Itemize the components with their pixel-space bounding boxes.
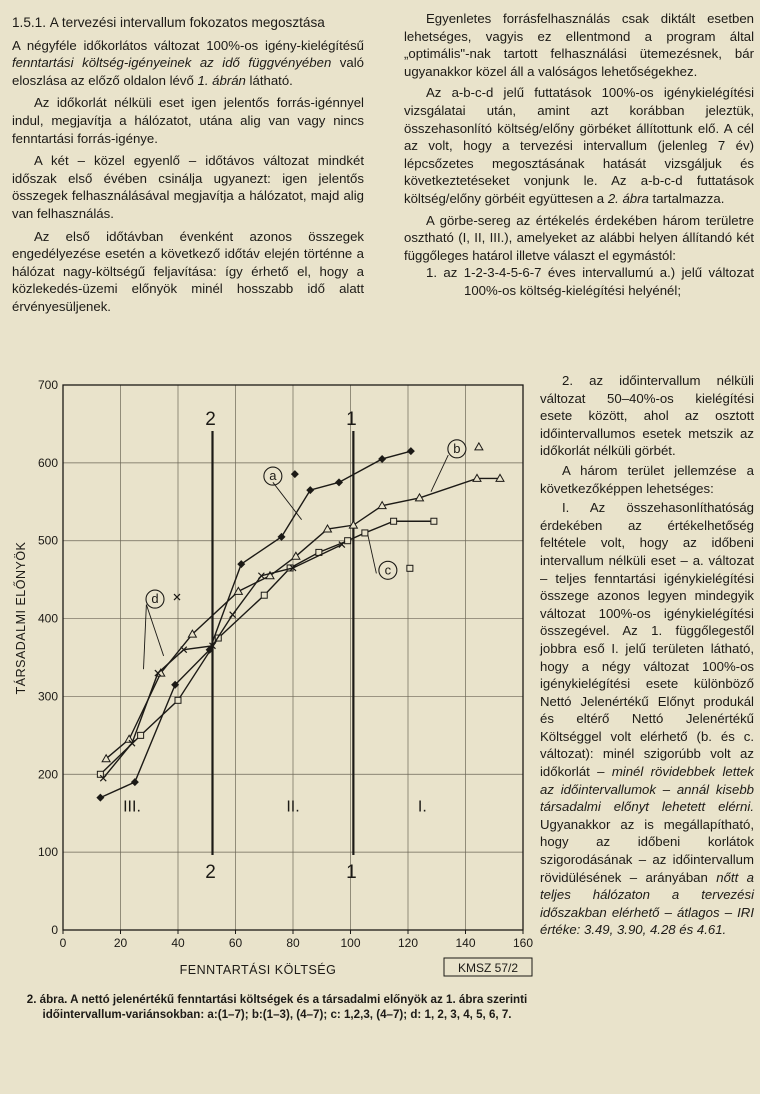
y-tick-label: 400 — [37, 611, 58, 626]
divider-label-bottom: 2 — [205, 862, 216, 883]
y-tick-label: 300 — [37, 689, 58, 704]
x-axis-label: FENNTARTÁSI KÖLTSÉG — [179, 963, 337, 977]
data-point-c — [391, 518, 397, 524]
data-point-c — [138, 732, 144, 738]
data-point-a — [237, 560, 245, 568]
data-point-c — [362, 530, 368, 536]
x-tick-label: 140 — [455, 936, 476, 950]
stamp-text: KMSZ 57/2 — [457, 961, 519, 975]
right-column — [404, 10, 754, 300]
legend-marker-c — [407, 565, 413, 571]
x-tick-label: 160 — [512, 936, 534, 950]
data-point-c — [261, 592, 267, 598]
leader-line — [273, 482, 302, 519]
data-point-a — [131, 778, 139, 786]
y-tick-label: 500 — [37, 533, 58, 548]
paragraph: Az a-b-c-d jelű futtatások 100%-os igénykielégítési vizsgálatai után, amint azt korábban jeleztük, összehasonlító költség/előny görbéket állítottunk elő. A cél az volt, hogy a tervezési intervallum (jelenleg 7 év) lépcsőzetes megosztásának hatását vizsgáljuk és következtetéseket vonjunk le. Az a-b-c-d futtatások költség/előny görbéit együttesen a 2. ábra tartalmazza. — [404, 85, 754, 206]
leader-line — [368, 534, 377, 573]
leader-line — [431, 455, 448, 492]
paragraph: Az első időtávban évenként azonos összegek engedélyezése esetén a következő időtáv elején történne a hálózat nagy-költségű feljavítása: így érhető el, hogy a közlekedés-üzemi előnyök minél hosszabb idő alatt érvényesüljenek. — [12, 228, 364, 314]
divider-label-bottom: 1 — [346, 862, 357, 883]
x-tick-label: 60 — [228, 936, 243, 950]
section-title: A tervezési intervallum fokozatos megosztása — [49, 15, 325, 30]
y-tick-label: 700 — [37, 378, 58, 392]
paragraph: A három terület jellemzése a következőképpen lehetséges: — [540, 462, 754, 496]
y-tick-label: 100 — [37, 845, 58, 860]
data-point-d — [230, 612, 236, 618]
data-point-a — [378, 455, 386, 463]
legend-label-d: d — [151, 591, 159, 607]
divider-label-top: 2 — [205, 409, 216, 430]
section-number: 1.5.1. — [12, 15, 47, 30]
x-tick-label: 40 — [171, 936, 185, 950]
legend-marker-b — [475, 443, 483, 450]
x-tick-label: 100 — [340, 936, 361, 950]
chart-axes — [38, 378, 533, 950]
legend-label-b: b — [453, 440, 461, 456]
narrow-column — [540, 372, 754, 939]
stamp — [444, 958, 532, 976]
leader-line — [146, 605, 163, 656]
divider-label-top: 1 — [346, 409, 357, 430]
chart-grid — [63, 385, 523, 930]
x-tick-label: 80 — [286, 936, 300, 950]
paragraph: A görbe-sereg az értékelés érdekében három területre osztható (I, II, III.), amelyeket az alábbi helyen állítandó két függőleges határol illetve választ el egymástól: — [404, 212, 754, 263]
series-line-a — [100, 451, 411, 797]
legend-label-a: a — [269, 468, 277, 484]
section-heading — [12, 14, 364, 32]
figure-caption: 2. ábra. A nettó jelenértékű fenntartási költségek és a társadalmi előnyök az 1. ábra szerinti időintervallum-variánsokban: a:(1–7); b:(1–3), (4–7); c: 1,2,3, (4–7); d: 1, 2, 3, 4, 5, 6, 7. — [26, 993, 528, 1021]
data-point-a — [278, 533, 286, 541]
region-label: II. — [286, 798, 300, 816]
y-tick-label: 600 — [37, 455, 58, 470]
leader-line — [144, 605, 147, 670]
data-point-c — [431, 518, 437, 524]
data-point-a — [306, 486, 314, 494]
region-label: I. — [417, 798, 427, 816]
paragraph: Egyenletes forrásfelhasználás csak diktált esetben lehetséges, vagyis ez ellentmond a program által „optimális"-nak tartott felhasználási ütemezésnek, bár ugyanakkor közel áll a valóságos lehetőségekhez. — [404, 11, 754, 79]
data-point-b — [125, 735, 133, 742]
cost-benefit-chart — [0, 370, 540, 985]
y-axis-label: TÁRSADALMI ELŐNYÖK — [14, 541, 28, 695]
legend-marker-d — [174, 594, 180, 600]
y-tick-label: 0 — [51, 923, 58, 937]
x-tick-label: 0 — [59, 936, 67, 950]
paragraph: I. Az összehasonlíthatóság érdekében az értékelhetőség feltétele volt, hogy az időbeni intervallum nélküli eset – a. változat – teljes fenntartási igénykielégítési összege azonos legyen mindegyik változat 100%-os igénykielégítési összegével. Az 1. függőlegestől jobbra eső I. jelű területen látható, hogy a négy változat 100%-os igénykielégítési esete különböző Nettó Jelenértékű Előnyt produkál és eltérő Nettó Jelenértékű Költséggel volt elérhető (b. és c. változat): minél szigorúbb volt az időkorlát – minél rövidebbek lettek az időintervallumok – annál kisebb társadalmi előnyt lehetett elérni. Ugyanakkor az is megállapítható, hogy az időbeni korlátok szigorodásának – az időintervallum rövidülésének – arányában nőtt a teljes hálózaton a tervezési időszakban elérhető – átlagos – IRI értéke: 3.49, 3.90, 4.28 és 4.61. — [540, 500, 754, 938]
y-tick-label: 200 — [37, 767, 58, 782]
legend-label-c: c — [384, 562, 392, 578]
data-point-a — [335, 478, 343, 486]
x-tick-label: 120 — [397, 936, 419, 950]
data-point-c — [97, 771, 103, 777]
paragraph: A négyféle időkorlátos változat 100%-os igény-kielégítésű fenntartási költség-igényeinek az idő függvényében való eloszlása az előző oldalon lévő 1. ábrán látható. — [12, 37, 364, 88]
list-item: 2. az időintervallum nélküli változat 50–40%-os kielégítési esete között, ahol az osztott időintervallumos esetek metszik az időkorlát nélküli görbét. — [540, 373, 754, 459]
x-tick-label: 20 — [113, 936, 128, 950]
data-point-c — [345, 538, 351, 544]
data-point-c — [175, 697, 181, 703]
chart-marks — [96, 409, 504, 883]
paragraph: A két – közel egyenlő – időtávos változat mindkét időszak első évében csinálja ugyanezt: igen jelentős összegek felhasználásával megjavítja a hálózatot, majd alig van felhasználás. — [12, 153, 364, 221]
paragraph: Az időkorlát nélküli eset igen jelentős forrás-igénnyel indul, megjavítja a hálózatot, utána alig van vagy nincs fenntartási forrás-igénye. — [12, 95, 364, 146]
series-line-c — [100, 521, 434, 774]
series-line-d — [103, 545, 342, 779]
left-column — [12, 14, 364, 316]
legend-marker-a — [291, 470, 299, 478]
list-item: 1. az 1-2-3-4-5-6-7 éves intervallumú a.) jelű változat 100%-os költség-kielégítési helyénél; — [426, 265, 754, 298]
region-label: III. — [123, 798, 141, 816]
data-point-a — [96, 794, 104, 802]
